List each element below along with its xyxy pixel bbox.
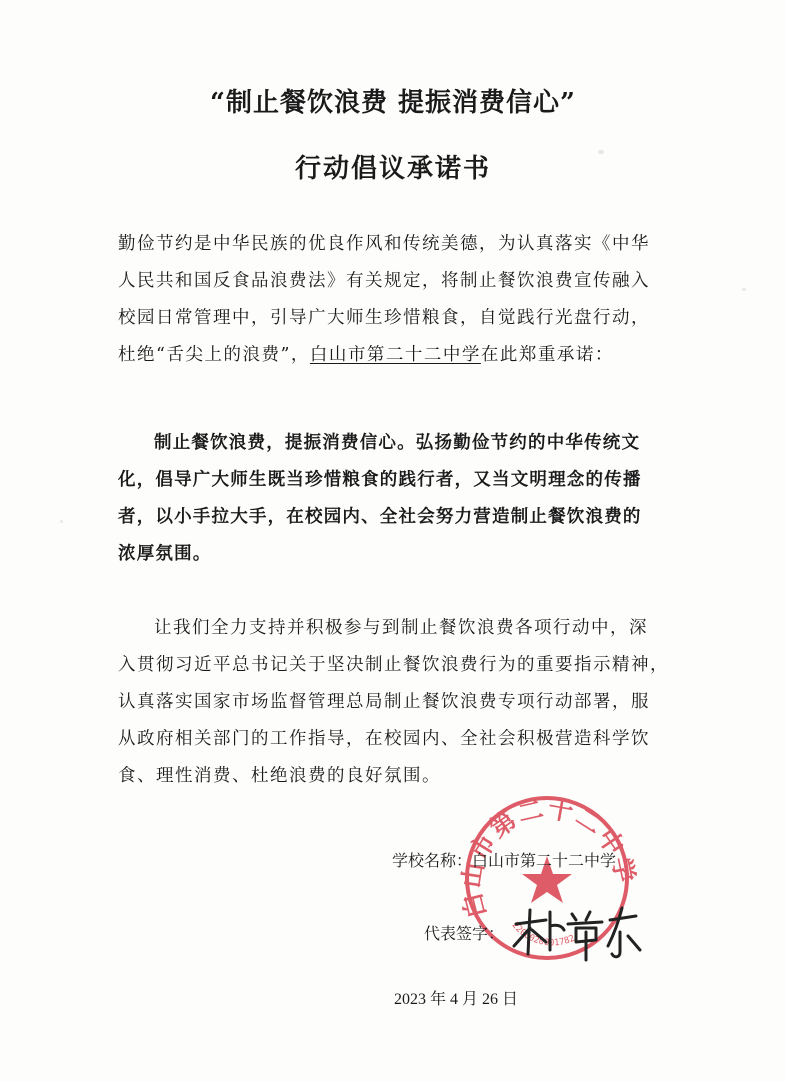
paragraph-line: 者，以小手拉大手，在校园内、全社会努力营造制止餐饮浪费的 — [118, 507, 642, 527]
paragraph-line: 食、理性消费、杜绝浪费的良好氛围。 — [118, 766, 441, 786]
paragraph-line: 入贯彻习近平总书记关于坚决制止餐饮浪费行为的重要指示精神， — [118, 655, 669, 675]
document-date: 2023 年 4 月 26 日 — [394, 991, 519, 1008]
paragraph-line: 校园日常管理中，引导广大师生珍惜粮食，自觉践行光盘行动， — [118, 308, 650, 328]
representative-line — [424, 921, 504, 944]
paragraph-line: 认真落实国家市场监督管理总局制止餐饮浪费专项行动部署，服 — [118, 692, 650, 712]
paragraph-line: 化，倡导广大师生既当珍惜粮食的践行者，又当文明理念的传播 — [118, 470, 642, 490]
paragraph-line: 人民共和国反食品浪费法》有关规定，将制止餐饮浪费宣传融入 — [118, 271, 650, 291]
paragraph-line: 勤俭节约是中华民族的优良作风和传统美德，为认真落实《中华 — [118, 234, 650, 254]
paragraph-line: 浓厚氛围。 — [118, 544, 212, 564]
school-name-line — [392, 848, 616, 871]
school-name-value: 白山市第二十二中学 — [472, 851, 617, 870]
handwritten-signature-icon — [506, 902, 646, 962]
paragraph-call-to-action — [118, 610, 678, 795]
scan-speck — [742, 288, 746, 291]
line-prefix: 杜绝“舌尖上的浪费”， — [118, 345, 310, 365]
paragraph-line — [118, 337, 678, 374]
document-title-line2: 行动倡议承诺书 — [294, 154, 491, 184]
paragraph-intro — [118, 226, 678, 374]
paragraph-line: 让我们全力支持并积极参与到制止餐饮浪费各项行动中，深 — [154, 618, 648, 638]
line-suffix: 在此郑重承诺： — [480, 345, 614, 365]
document-title-line1: “制止餐饮浪费 提振消费信心” — [210, 88, 576, 118]
school-name-underlined: 白山市第二十二中学 — [309, 345, 481, 365]
paragraph-line: 从政府相关部门的工作指导，在校园内、全社会积极营造科学饮 — [118, 729, 650, 749]
paragraph-commitment — [118, 425, 678, 573]
seal-text: 白山市第二十二中学 — [456, 793, 641, 922]
representative-label: 代表签字： — [424, 924, 505, 943]
seal-number: 2206020001782 — [509, 920, 577, 949]
school-name-label: 学校名称： — [392, 851, 473, 870]
scan-speck — [60, 520, 63, 523]
paragraph-line: 制止餐饮浪费，提振消费信心。弘扬勤俭节约的中华传统文 — [154, 433, 641, 453]
